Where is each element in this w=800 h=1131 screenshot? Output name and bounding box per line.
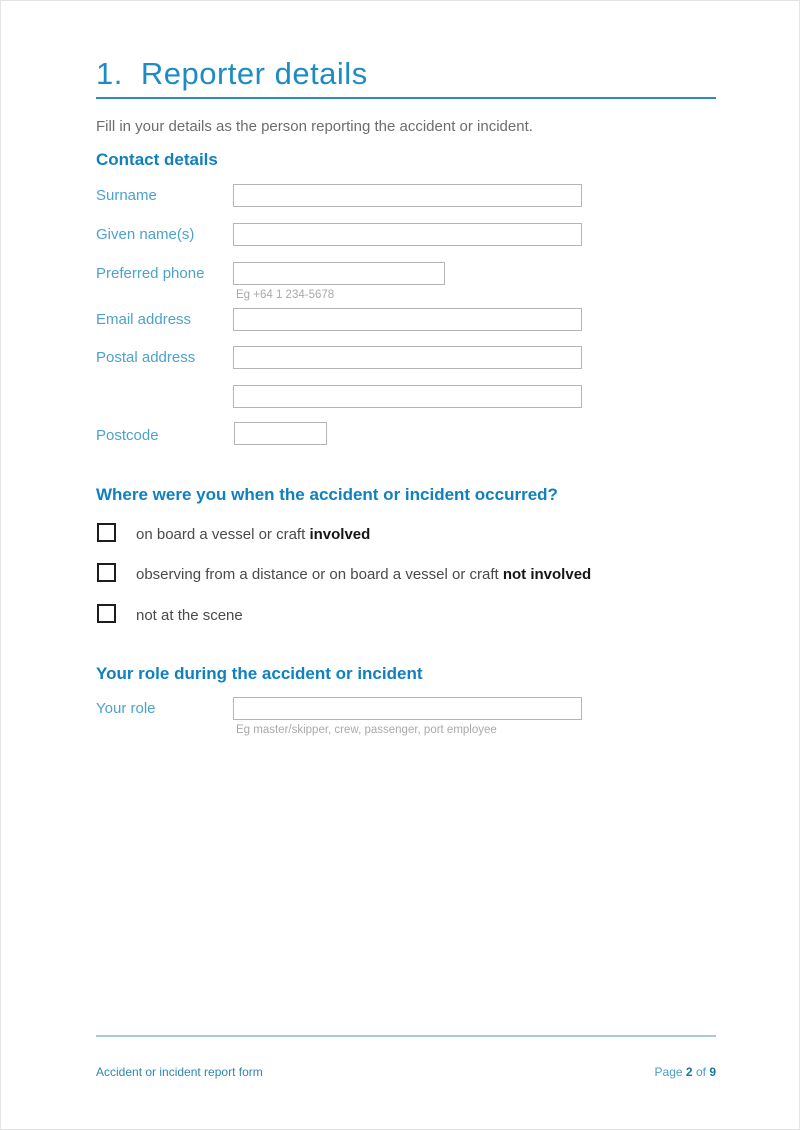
given-names-row: [96, 226, 194, 244]
intro-text: Fill in your details as the person reporting the accident or incident.: [96, 118, 533, 135]
email-input[interactable]: [233, 308, 582, 331]
option-not-at-scene-label: not at the scene: [136, 607, 243, 624]
contact-details-heading: Contact details: [96, 150, 218, 169]
postal-address-input-line1[interactable]: [233, 346, 582, 369]
checkbox-not-at-scene[interactable]: [97, 604, 116, 623]
footer-rule: [96, 1035, 716, 1037]
your-role-label: Your role: [96, 700, 156, 717]
preferred-phone-input[interactable]: [233, 262, 445, 285]
option-on-board-involved-label: on board a vessel or craft involved: [136, 526, 371, 543]
surname-input[interactable]: [233, 184, 582, 207]
footer-page-number: 2: [685, 1065, 693, 1079]
footer-page-indicator: [655, 1065, 716, 1079]
postal-address-label: Postal address: [96, 349, 196, 366]
preferred-phone-row: [96, 265, 204, 283]
your-role-heading: Your role during the accident or incident: [96, 664, 423, 683]
where-were-you-heading: Where were you when the accident or incident occurred?: [96, 485, 558, 504]
footer-of-word: of: [695, 1065, 706, 1079]
given-names-label: Given name(s): [96, 226, 195, 243]
postcode-input[interactable]: [234, 422, 327, 445]
footer-form-name: Accident or incident report form: [96, 1065, 263, 1079]
option-observing-not-involved-label: observing from a distance or on board a vessel or craft not involved: [136, 566, 592, 583]
postal-address-input-line2[interactable]: [233, 385, 582, 408]
footer-total-pages: 9: [709, 1065, 716, 1079]
surname-row: [96, 187, 157, 205]
checkbox-on-board-involved[interactable]: [97, 523, 116, 542]
page-title-text: Reporter details: [140, 56, 368, 91]
given-names-input[interactable]: [233, 223, 582, 246]
postal-address-row: [96, 349, 195, 367]
surname-label: Surname: [96, 187, 157, 204]
footer-page-word: Page: [654, 1065, 683, 1079]
email-label: Email address: [96, 311, 192, 328]
checkbox-observing-not-involved[interactable]: [97, 563, 116, 582]
your-role-hint: Eg master/skipper, crew, passenger, port employee: [236, 724, 497, 736]
page-title: [96, 56, 368, 92]
email-row: [96, 311, 191, 329]
postcode-row: [96, 427, 159, 445]
preferred-phone-label: Preferred phone: [96, 265, 205, 282]
phone-hint: Eg +64 1 234-5678: [236, 289, 335, 301]
page-title-number: 1.: [96, 56, 123, 91]
title-rule: [96, 97, 716, 99]
page-content: [96, 1, 716, 1131]
your-role-input[interactable]: [233, 697, 582, 720]
your-role-row: [96, 700, 156, 718]
postcode-label: Postcode: [96, 427, 159, 444]
